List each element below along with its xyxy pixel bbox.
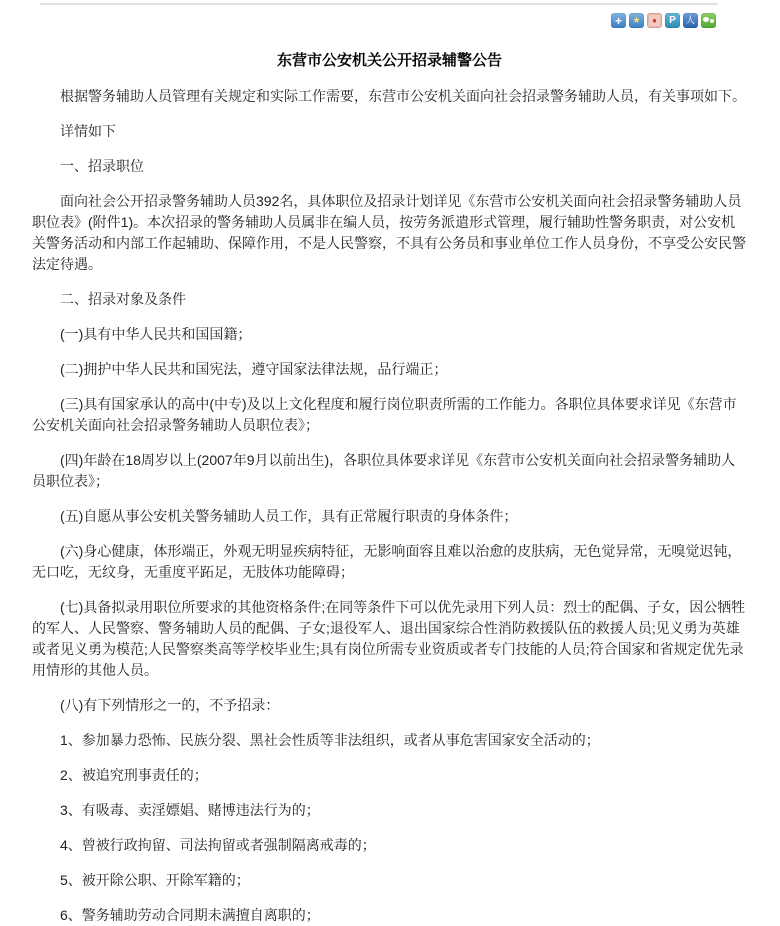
condition-item-5: (五)自愿从事公安机关警务辅助人员工作，具有正常履行职责的身体条件； bbox=[60, 508, 518, 524]
condition-item-2: (二)拥护中华人民共和国宪法，遵守国家法律法规，品行端正； bbox=[60, 361, 448, 377]
condition-item-3: (三)具有国家承认的高中(中专)及以上文化程度和履行岗位职责所需的工作能力。各职位具体要求详见《东营市公安机关面向社会招录警务辅助人员职位表》； bbox=[32, 396, 737, 433]
exclusion-item-3: 3、有吸毒、卖淫嫖娼、赌博违法行为的； bbox=[60, 802, 320, 818]
condition-item-7: (七)具备拟录用职位所要求的其他资格条件;在同等条件下可以优先录用下列人员：烈士的配偶、子女，因公牺牲的军人、人民警察、警务辅助人员的配偶、子女;退役军人、退出国家综合性消防救援队伍的救援人员;见义勇为英雄或者见义勇为模范;人民警察类高等学校毕业生;具有岗位所需专业资质或者专门技能的人员;符合国家和省规定优先录用情形的其他人员。 bbox=[32, 599, 746, 678]
exclusion-item-5: 5、被开除公职、开除军籍的； bbox=[60, 872, 250, 888]
renren-icon[interactable] bbox=[683, 13, 698, 28]
pengyou-p-icon[interactable] bbox=[665, 13, 680, 28]
share-toolbar bbox=[611, 13, 716, 28]
condition-item-8: (八)有下列情形之一的，不予招录： bbox=[60, 697, 280, 713]
section-1-heading: 一、招录职位 bbox=[60, 158, 144, 174]
exclusion-item-4: 4、曾被行政拘留、司法拘留或者强制隔离戒毒的； bbox=[60, 837, 376, 853]
add-share-icon[interactable] bbox=[611, 13, 626, 28]
exclusion-item-2: 2、被追究刑事责任的； bbox=[60, 767, 208, 783]
qzone-star-icon[interactable] bbox=[629, 13, 644, 28]
section-2-heading: 二、招录对象及条件 bbox=[60, 291, 186, 307]
top-divider bbox=[40, 3, 718, 5]
intro-paragraph: 根据警务辅助人员管理有关规定和实际工作需要，东营市公安机关面向社会招录警务辅助人员，有关事项如下。 bbox=[60, 88, 746, 104]
details-label: 详情如下 bbox=[60, 123, 116, 139]
exclusion-item-1: 1、参加暴力恐怖、民族分裂、黑社会性质等非法组织，或者从事危害国家安全活动的； bbox=[60, 732, 600, 748]
wechat-icon[interactable] bbox=[701, 13, 716, 28]
condition-item-1: (一)具有中华人民共和国国籍； bbox=[60, 326, 252, 342]
page-title: 东营市公安机关公开招录辅警公告 bbox=[276, 52, 502, 69]
section-1-body: 面向社会公开招录警务辅助人员392名，具体职位及招录计划详见《东营市公安机关面向社会招录警务辅助人员职位表》(附件1)。本次招录的警务辅助人员属非在编人员，按劳务派遣形式管理，履行辅助性警务职责，对公安机关警务活动和内部工作起辅助、保障作用，不是人民警察，不具有公务员和事业单位工作人员身份，不享受公安民警法定待遇。 bbox=[32, 193, 746, 272]
condition-item-6: (六)身心健康，体形端正，外观无明显疾病特征，无影响面容且难以治愈的皮肤病，无色觉异常，无嗅觉迟钝，无口吃，无纹身，无重度平跖足，无肢体功能障碍； bbox=[32, 543, 742, 580]
condition-item-4: (四)年龄在18周岁以上(2007年9月以前出生)，各职位具体要求详见《东营市公安机关面向社会招录警务辅助人员职位表》； bbox=[32, 452, 736, 489]
sina-weibo-icon[interactable] bbox=[647, 13, 662, 28]
exclusion-item-6: 6、警务辅助劳动合同期未满擅自离职的； bbox=[60, 907, 320, 923]
